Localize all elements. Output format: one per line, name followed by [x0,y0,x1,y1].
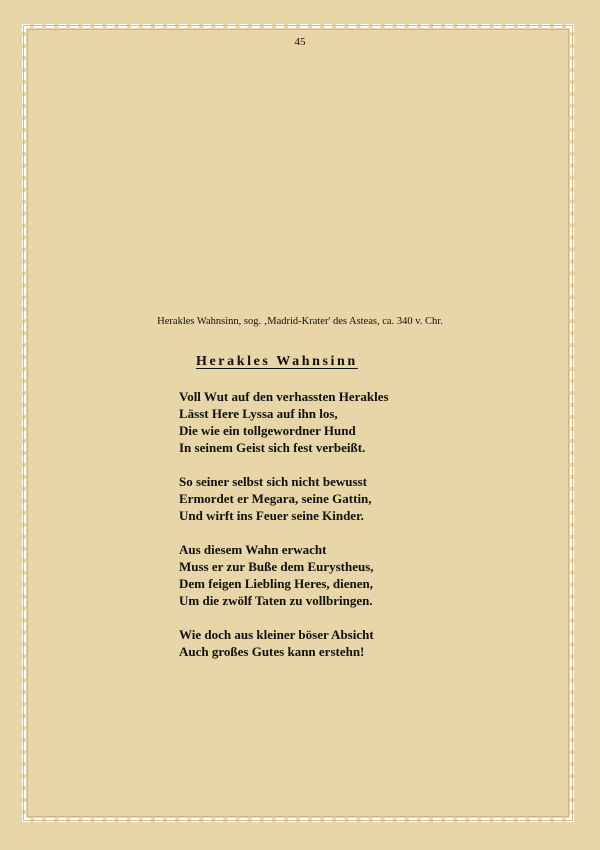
poem-line: Die wie ein tollgewordner Hund [179,423,356,438]
stanza [179,541,389,609]
poem-line: Aus diesem Wahn erwacht [179,542,327,557]
poem-line: Und wirft ins Feuer seine Kinder. [179,508,364,523]
poem-line: Ermordet er Megara, seine Gattin, [179,491,372,506]
stanza [179,626,389,660]
poem-line: So seiner selbst sich nicht bewusst [179,474,367,489]
poem-line: Muss er zur Buße dem Eurystheus, [179,559,374,574]
poem-body [179,388,389,677]
poem-line: Voll Wut auf den verhassten Herakles [179,389,389,404]
poem-line: In seinem Geist sich fest verbeißt. [179,440,366,455]
stanza [179,473,389,524]
image-caption: Herakles Wahnsinn, sog. ‚Madrid-Krater' des Asteas, ca. 340 v. Chr. [157,316,443,327]
poem-line: Um die zwölf Taten zu vollbringen. [179,593,373,608]
poem-line: Dem feigen Liebling Heres, dienen, [179,576,374,591]
stanza [179,388,389,456]
page-number: 45 [294,36,306,48]
poem-title: Herakles Wahnsinn [196,354,358,369]
poem-line: Lässt Here Lyssa auf ihn los, [179,406,338,421]
poem-line: Wie doch aus kleiner böser Absicht [179,627,374,642]
poem-line: Auch großes Gutes kann erstehn! [179,644,365,659]
